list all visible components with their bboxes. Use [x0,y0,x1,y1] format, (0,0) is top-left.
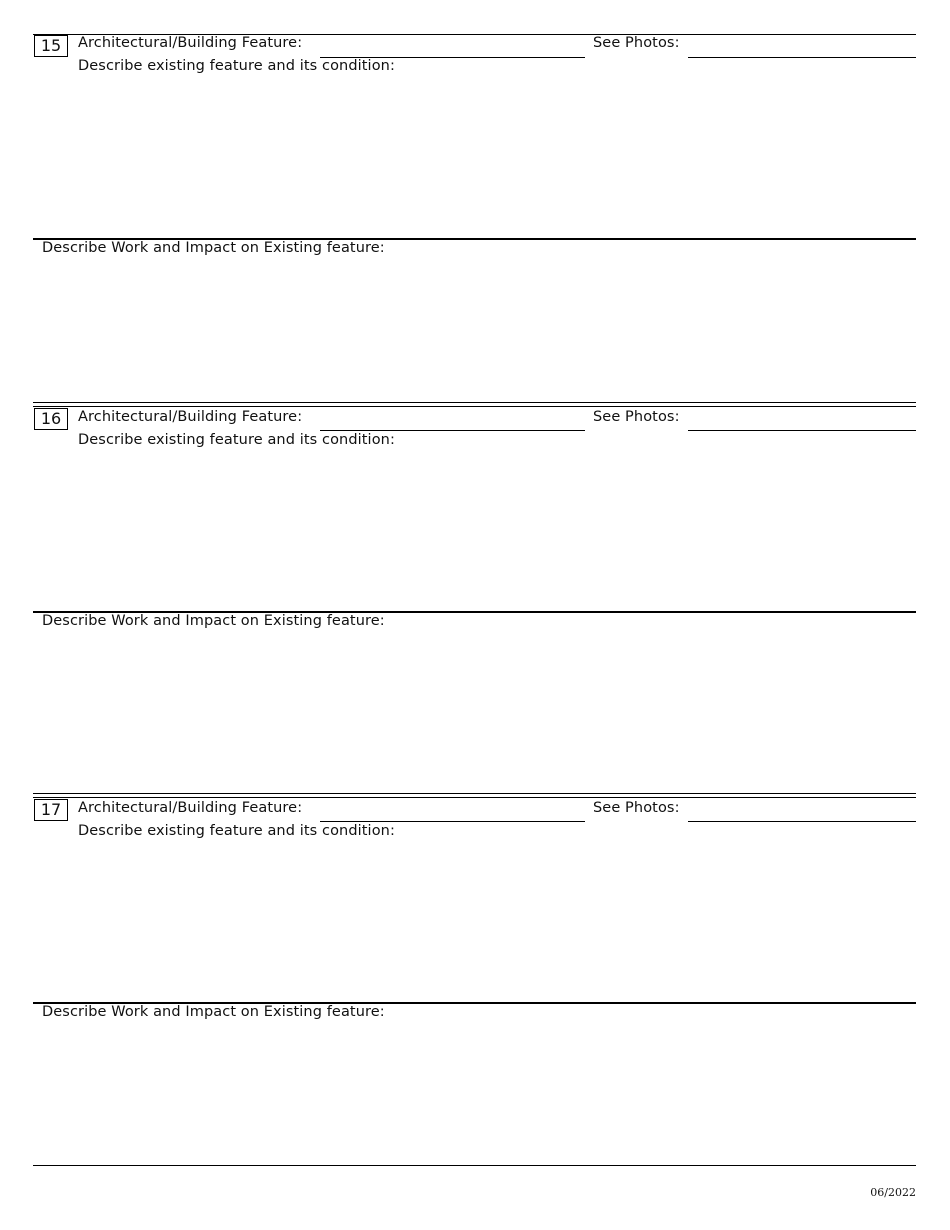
feature-label: Architectural/Building Feature: [78,35,303,51]
condition-label: Describe existing feature and its condition: [78,58,395,74]
photos-input-line[interactable] [688,430,916,431]
feature-input-line[interactable] [320,821,585,822]
section-top-double-line [33,402,916,407]
bottom-rule [33,1165,916,1166]
photos-label: See Photos: [593,35,680,51]
work-label: Describe Work and Impact on Existing feature: [42,240,385,256]
condition-label: Describe existing feature and its condition: [78,823,395,839]
photos-label: See Photos: [593,800,680,816]
item-number: 16 [34,408,68,430]
feature-label: Architectural/Building Feature: [78,800,303,816]
photos-input-line[interactable] [688,57,916,58]
photos-input-line[interactable] [688,821,916,822]
footer-date: 06/2022 [870,1186,916,1199]
feature-input-line[interactable] [320,430,585,431]
feature-label: Architectural/Building Feature: [78,409,303,425]
condition-label: Describe existing feature and its condition: [78,432,395,448]
work-label: Describe Work and Impact on Existing feature: [42,613,385,629]
item-number: 17 [34,799,68,821]
photos-label: See Photos: [593,409,680,425]
work-label: Describe Work and Impact on Existing feature: [42,1004,385,1020]
item-number: 15 [34,35,68,57]
section-top-double-line [33,793,916,798]
